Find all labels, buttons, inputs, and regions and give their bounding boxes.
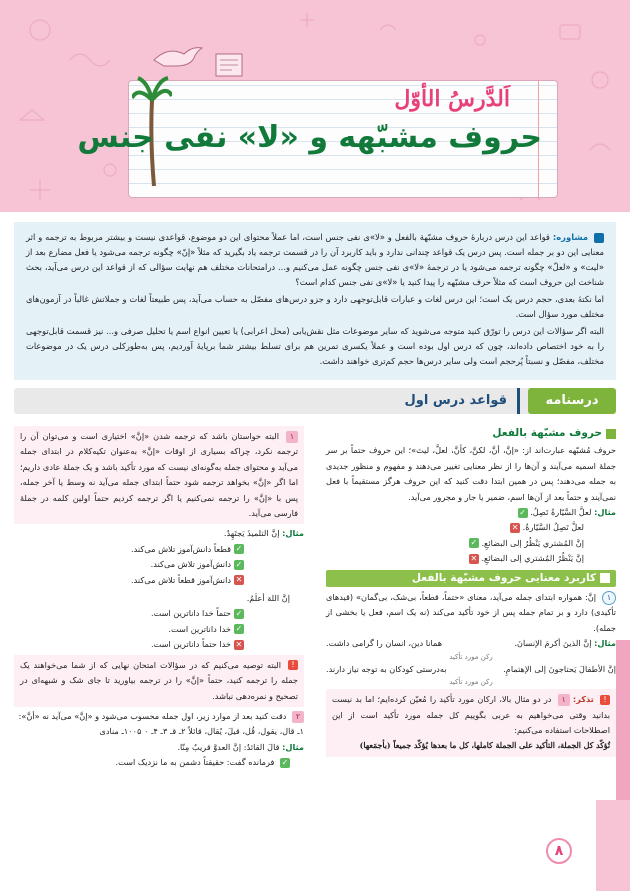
section-title: حروف مشبّهة بالفعل (492, 427, 602, 439)
example-label: مثال: (282, 741, 304, 752)
reminder-number: ۱ (558, 694, 570, 706)
advice-paragraph-2: اما نکتهٔ بعدی، حجم درس یک است؛ این درس لغات و عبارات قابل‌توجهی دارد و جزو درس‌های مفصّل به حساب می‌آید، پس طبیعتاً لغات و جملاتش غالباً در آزمون‌های مختلف مورد سؤال است. (26, 294, 604, 319)
option-6 (14, 637, 304, 652)
example-a (14, 526, 304, 541)
page-number: ۸ (546, 838, 572, 864)
advice-paragraph-3: البته اگر سؤالات این درس را تورّق کنید متوجه می‌شوید که سایر موضوعات مثل نقش‌یابی (محل اعرابی) یا تعیین انواع اسم یا تحلیل صرفی و... نیز قسمت قابل‌توجهی را به خود اختصاص داده‌اند، چون که درس اول بوده است و عملاً یکسری تمرین هم برای تسلط بیشتر شما برپایهٔ آوردیم، پس به‌طورکلی درس یک در موضوعات مختلف، مفصّل و نسبتاً پُرحجم است ولی سایر درس‌ها حجم کم‌تری خواهند داشت. (26, 326, 604, 366)
option-5 (14, 622, 304, 637)
item-text: إنَّ: همواره ابتدای جمله می‌آید، معنای «حتماً، قطعاً، بی‌شک، بی‌گمان» (قیدهای تأکیدی) دارد و بر تمام جمله پس از خود تأکید می‌کند (نه یک اسم، فعل یا بخشی از جمله). (326, 592, 616, 633)
example-b (14, 591, 304, 606)
warning-note (14, 655, 304, 707)
example-label: مثال: (594, 507, 616, 518)
section-title: کاربرد معنایی حروف مشبّهة بالفعل (411, 571, 596, 584)
example-arabic: إنَّ الأطفالَ يَحتاجونَ إلى الإهتمامِ. (503, 663, 616, 674)
warning-icon: ! (288, 660, 298, 670)
rule-note-1 (14, 426, 304, 524)
corner-decoration (596, 800, 630, 891)
check-icon: ✓ (235, 608, 243, 618)
example-c (14, 740, 304, 755)
emphasis-note: رکن مورد تأکید (449, 652, 493, 661)
check-icon: ✓ (235, 559, 243, 569)
example-label: مثال: (594, 638, 616, 649)
example-2 (326, 520, 616, 535)
warning-text: البته توصیه می‌کنیم که در سؤالات امتحان نهایی که از شما می‌خواهند یک جمله را ترجمه کنید، حتماً «إنَّ» را در ترجمه بیاورید تا جای شک و شبهه‌ای در تصحیح و نمره‌دهی نباشد. (20, 659, 298, 701)
section-heading-2 (326, 570, 616, 587)
option-text: دانش‌آموز تلاش می‌کند. (150, 559, 231, 570)
example-1 (326, 505, 616, 520)
example-3 (326, 536, 616, 551)
option-text: دانش‌آموز قطعاً تلاش می‌کند. (130, 574, 231, 585)
option-3 (14, 573, 304, 588)
option-text: خدا حتماً داناترین است. (151, 639, 231, 650)
warning-icon: ! (600, 695, 610, 705)
lesson-title: حروف مشبّهه و «لا» نفی جنس (77, 120, 542, 155)
example-arabic: لعلَّ السَّيّارةُ تَصِلُ. (530, 507, 592, 518)
check-icon: ✓ (235, 544, 243, 554)
example-4 (326, 551, 616, 566)
reminder-text: در دو مثال بالا، ارکان مورد تأکید را مُعیّن کرده‌ایم؛ اما بد نیست بدانید وقتی می‌خواهیم به عربی بگوییم کل جمله مورد تأکید است از این اصطلاحات استفاده می‌کنیم: (332, 694, 610, 735)
example-arabic: إنَّ المُشتري يَنْظُرُ إلى البضائعِ. (481, 537, 584, 548)
lesson-number: اَلدَّرسُ الأوّل (394, 86, 510, 112)
check-icon: ✓ (470, 538, 478, 548)
advice-paragraph-1: قواعد این درس دربارهٔ حروف مشبّهة بالفعل و «لا»ی نفی جنس است، اما عملاً محتوای این دو موضوع، قواعدی نیست و بیشتر مربوط به ترجمه و اثر معنایی این دو بر جمله است. پس درس یک قواعد چندانی ندارد و باید کاربرد آن را در قسمت ترجمه یاد بگیرید که مثلاً «إنّ» چگونه ترجمه می‌شود یا فعل مضارع بعد از «لیت» و «لعلّ» چگونه ترجمه می‌شود یا در ترجمهٔ «لا»ی نفی جنس چگونه عمل می‌کنیم و... درامتحانات مختلف هم نهایت سؤالی که از قواعد این درس می‌آید، بحث شناخت این حروف است که مثلاً حرف مشبّهه را پیدا کنید یا «لا»ی نفی جنس کدام است؟ (26, 232, 604, 287)
check-icon: ✓ (519, 507, 526, 517)
emphasis-note: رکن مورد تأکید (449, 678, 493, 687)
example-arabic: قالَ القائدُ: إنَّ العدوَّ قريبٌ مِنّا. (177, 741, 280, 752)
section-marker-icon (600, 573, 610, 583)
verb-list: ۱ـ قال، یقول، قُل، قیلَ، یُقال، قائلاً ۲ـ قـ ۳ـ ۴ـ ۰ ۱۰۰۵ـ منادی (99, 726, 304, 737)
example-arabic: إنَّ يَنْظُرُ المُشتري إلى البضائعِ. (481, 553, 584, 564)
example-translation: همانا دین، انسان را گرامی داشت. (326, 638, 443, 649)
check-icon: ✓ (281, 757, 289, 767)
example-arabic: إنَّ الذينَ أكرمَ الإنسانَ. (514, 638, 592, 649)
reminder-label: تذکر: (572, 694, 594, 705)
option-text: حتماً خدا داناترین است. (151, 608, 231, 619)
advice-box (14, 222, 616, 380)
option-2 (14, 557, 304, 572)
section-heading-1 (326, 426, 616, 441)
option-1 (14, 542, 304, 557)
example-5 (326, 636, 616, 651)
left-column (14, 424, 304, 771)
right-column (326, 424, 616, 759)
example-translation: فرمانده گفت: حقیقتاً دشمن به ما نزدیک است. (115, 757, 275, 768)
lesson-notes-tab: درسنامه (528, 388, 616, 414)
option-4 (14, 606, 304, 621)
example-c-translation (14, 755, 304, 770)
rule-item-1 (326, 590, 616, 636)
example-translation: به‌درستی کودکان به توجه نیاز دارند. (326, 663, 447, 674)
option-text: قطعاً دانش‌آموز تلاش می‌کند. (130, 543, 231, 554)
example-arabic: إنَّ اللهَ أعلَمُ. (246, 593, 290, 604)
note-text: البته حواستان باشد که ترجمه شدن «إنَّ» اختیاری است و می‌توان آن را ترجمه نکرد، چراکه بسیاری از اوقات «إنَّ» به‌عنوان تکیه‌کلام در ابتدای جمله می‌آید و محتوای جمله به‌گونه‌ای نیست که مورد تأکید باشد و یک جملهٔ عادی داریم؛ اما اگر «إنَّ» بخواهد ترجمه شود حتماً ابتدای جمله می‌آید نه وسط یا آخر جمله، پس با «إنَّ» را ترجمه نمی‌کنیم یا اگر ترجمه کردیم حتماً اولین کلمه در جملهٔ فارسی می‌آید. (20, 431, 298, 519)
note-number: ۲ (292, 711, 304, 723)
magic-lamp-icon (150, 40, 206, 70)
page-header (0, 0, 630, 212)
example-arabic: إنَّ التلميذَ يَجتَهِدُ. (223, 528, 280, 539)
advice-icon (594, 233, 604, 243)
section-body: حروف مُشبّهه عبارت‌اند از: «إنَّ، أنَّ، لکنَّ، کأنَّ، لعلَّ، لیتَ»؛ این حروف حتماً بر سر جملهٔ اسمیه می‌آیند و آن‌ها را از نظر معنایی تغییر می‌دهند و مفهوم و منظور جدیدی به جمله می‌دهند؛ پس در همین ابتدا دقت کنید که این حروف هرگز مستقیماً با فعل نمی‌آیند و حتماً بعد از آن‌ها اسم، ضمیر یا جار و مجرور می‌آید. (326, 445, 616, 502)
example-label: مثال: (282, 528, 304, 539)
cross-icon: ✕ (235, 639, 243, 649)
check-icon: ✓ (235, 624, 243, 634)
example-arabic: لعلَّ تَصِلُ السَّيّارةُ. (522, 522, 584, 533)
cross-icon: ✕ (235, 575, 243, 585)
note-number: ۱ (286, 431, 298, 443)
cross-icon: ✕ (470, 553, 478, 563)
rule-note-2 (14, 709, 304, 724)
option-text: خدا داناترین است. (168, 623, 231, 634)
cross-icon: ✕ (511, 522, 519, 532)
item-number: ۱ (602, 591, 616, 605)
section-marker-icon (606, 429, 616, 439)
lesson-notes-bar (14, 388, 616, 414)
reminder-arabic: تُؤكّد كل الجملة، التأكيد على الجملة كاملها، كل ما بعدها يُؤكّد جميعاً (بأجمَعها) (359, 741, 610, 751)
scroll-icon (210, 48, 250, 82)
lesson-notes-subtitle: قواعد درس اول (395, 388, 520, 414)
advice-label: مشاوره: (552, 232, 589, 242)
example-6 (326, 662, 616, 677)
reminder-box (326, 689, 616, 757)
note-text: دقت کنید بعد از موارد زیر، اول جمله محسوب می‌شود و «إنَّ» می‌آید نه «أنَّ»: (18, 710, 287, 721)
